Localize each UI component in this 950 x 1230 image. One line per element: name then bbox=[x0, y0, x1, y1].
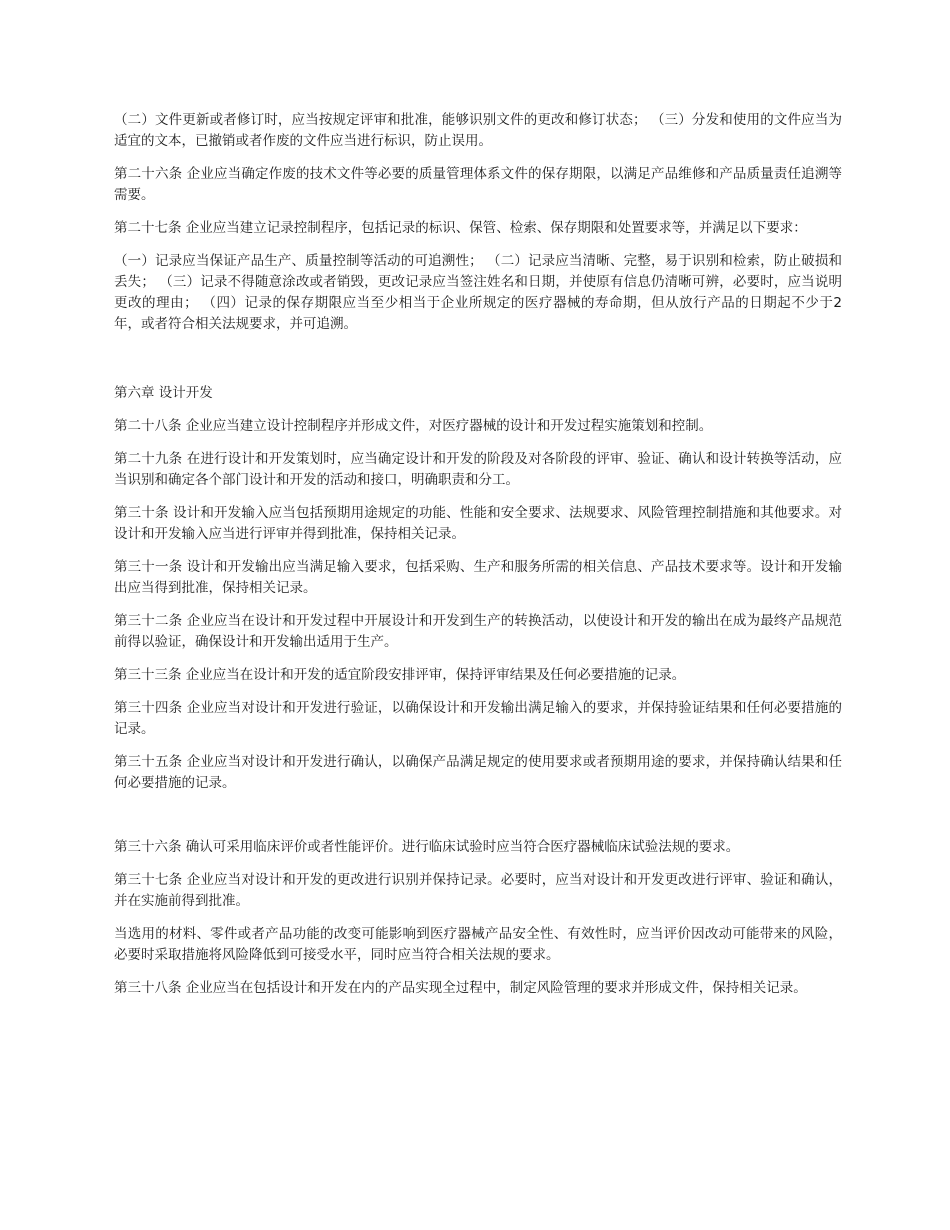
paragraph: 第二十九条 在进行设计和开发策划时，应当确定设计和开发的阶段及对各阶段的评审、验证、确认和设计转换等活动，应当识别和确定各个部门设计和开发的活动和接口，明确职责和分工。 bbox=[114, 451, 842, 488]
section-spacer bbox=[114, 806, 842, 837]
paragraph: 第三十三条 企业应当在设计和开发的适宜阶段安排评审，保持评审结果及任何必要措施的记录。 bbox=[114, 667, 686, 683]
paragraph: 第二十八条 企业应当建立设计控制程序并形成文件，对医疗器械的设计和开发过程实施策划和控制。 bbox=[114, 418, 713, 434]
paragraph: 第二十六条 企业应当确定作废的技术文件等必要的质量管理体系文件的保存期限，以满足产品维修和产品质量责任追溯等需要。 bbox=[114, 166, 842, 203]
paragraph: 第三十六条 确认可采用临床评价或者性能评价。进行临床试验时应当符合医疗器械临床试验法规的要求。 bbox=[114, 839, 740, 855]
paragraph: （二）文件更新或者修订时，应当按规定评审和批准，能够识别文件的更改和修订状态； （三）分发和使用的文件应当为适宜的文本，已撤销或者作废的文件应当进行标识，防止误用。 bbox=[114, 112, 842, 149]
document-page bbox=[114, 110, 842, 1011]
paragraph: （一）记录应当保证产品生产、质量控制等活动的可追溯性； （二）记录应当清晰、完整，易于识别和检索，防止破损和丢失； （三）记录不得随意涂改或者销毁，更改记录应当签注姓名和日期，并使原有信息仍清晰可辨，必要时，应当说明更改的理由； （四）记录的保存期限应当至少相当于企业所规定的医疗器械的寿命期，但从放行产品的日期起不少于2年，或者符合相关法规要求，并可追溯。 bbox=[114, 253, 842, 332]
section-spacer bbox=[114, 347, 842, 383]
paragraph: 第三十四条 企业应当对设计和开发进行验证，以确保设计和开发输出满足输入的要求，并保持验证结果和任何必要措施的记录。 bbox=[114, 700, 842, 737]
paragraph: 第二十七条 企业应当建立记录控制程序，包括记录的标识、保管、检索、保存期限和处置要求等，并满足以下要求： bbox=[114, 220, 807, 236]
paragraph: 当选用的材料、零件或者产品功能的改变可能影响到医疗器械产品安全性、有效性时，应当评价因改动可能带来的风险，必要时采取措施将风险降低到可接受水平，同时应当符合相关法规的要求。 bbox=[114, 926, 842, 963]
paragraph: 第三十二条 企业应当在设计和开发过程中开展设计和开发到生产的转换活动，以使设计和开发的输出在成为最终产品规范前得以验证，确保设计和开发输出适用于生产。 bbox=[114, 613, 842, 650]
paragraph: 第三十一条 设计和开发输出应当满足输入要求，包括采购、生产和服务所需的相关信息、产品技术要求等。设计和开发输出应当得到批准，保持相关记录。 bbox=[114, 559, 842, 596]
paragraph: 第三十五条 企业应当对设计和开发进行确认，以确保产品满足规定的使用要求或者预期用途的要求，并保持确认结果和任何必要措施的记录。 bbox=[114, 754, 842, 791]
chapter-title: 第六章 设计开发 bbox=[114, 385, 213, 401]
paragraph: 第三十条 设计和开发输入应当包括预期用途规定的功能、性能和安全要求、法规要求、风险管理控制措施和其他要求。对设计和开发输入应当进行评审并得到批准，保持相关记录。 bbox=[114, 505, 842, 542]
paragraph: 第三十八条 企业应当在包括设计和开发在内的产品实现全过程中，制定风险管理的要求并形成文件，保持相关记录。 bbox=[114, 980, 807, 996]
paragraph: 第三十七条 企业应当对设计和开发的更改进行识别并保持记录。必要时，应当对设计和开发更改进行评审、验证和确认，并在实施前得到批准。 bbox=[114, 872, 842, 909]
